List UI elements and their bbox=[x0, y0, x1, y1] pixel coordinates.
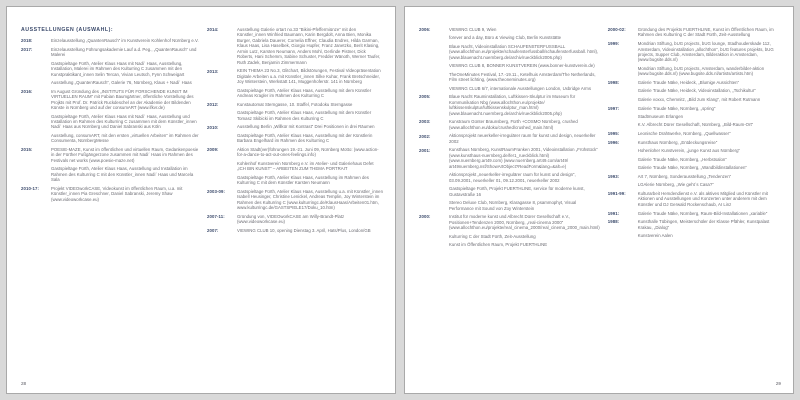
entry-paragraph: Im August Gründung des „INSTITUTS FÜR FORSCHENDE KUNST IM VIRTUELLEN RAUM“ mit Fabian Baumgärtner, öffentliche Vorstellung des Projkts mit Prof. Dr. Patrick Ruckdeschel an der Akademie der Bildenden Künste in Nürnberg und auf der consumART (www.ifkvr.de) bbox=[51, 88, 194, 111]
entry-year: 2005: bbox=[419, 94, 431, 100]
entry-year: 2002: bbox=[419, 133, 431, 139]
entry-body bbox=[237, 228, 383, 233]
entry-year: 2000: bbox=[419, 214, 431, 220]
entry-paragraph: Gastspieltage Fürth, Atelier Klaus Haas mit Nadi´ Haas, Ausstellung und Installation im Rahmen des Kulturring C zusammen mit dem Künstler_innen Nadi´ Haas aus Nürnberg und Daniel Sabranski aus Köln bbox=[51, 113, 197, 130]
entry-year: 2016: bbox=[21, 88, 33, 94]
entry-paragraph: Leonische Drahtwerke, Nürnberg, „Quellwasser“ bbox=[637, 131, 731, 137]
cv-entry bbox=[207, 228, 383, 234]
entry-body bbox=[449, 147, 600, 211]
entry-body bbox=[449, 27, 600, 91]
entry-body bbox=[51, 186, 199, 202]
cv-entry bbox=[21, 38, 199, 44]
entry-paragraph: Galerie Traude Näke, Nürnberg, „Herbstsalon“ bbox=[637, 156, 727, 162]
entry-paragraph: Gastspieltage Fürth, Atelier Klaus Haas, Ausstellung im Rahmen des Kulturring C mit dem Künstler Karsten Neumann bbox=[236, 174, 369, 186]
entry-paragraph: Gastspieltage Fürth, Atelier Klaus Haas mit Nadi´ Haas, Ausstellung, Installation, Malerei im Rahmen des Kulturring C zusammen mit den Kunstpraktikant_innen Selin Tercan, Vivian Leutsch, Fynn Schweigart bbox=[51, 60, 185, 77]
entry-paragraph: VIEWING CLUB 8, BONNER KUNSTVEREIN (www.bonner-kunstverein.de) bbox=[449, 63, 595, 69]
entry-body bbox=[237, 214, 383, 225]
entry-body bbox=[638, 131, 781, 136]
page-number-right: 29 bbox=[775, 381, 781, 386]
entry-body bbox=[638, 41, 781, 77]
entry-body bbox=[449, 119, 600, 130]
cv-entry bbox=[207, 27, 383, 65]
section-title-ausstellungen: AUSSTELLUNGEN (AUSWAHL): bbox=[21, 27, 114, 33]
entry-year: 2000-02: bbox=[607, 27, 626, 33]
entry-paragraph: forever and a day, Büro & Viewing Club, Berlin Kunststätte bbox=[449, 35, 562, 41]
entry-paragraph: VIEWING CLUB 9, Wien bbox=[449, 27, 497, 32]
entry-year: 1999: bbox=[607, 41, 620, 47]
entry-body bbox=[51, 89, 199, 144]
entry-year: 1991-99: bbox=[607, 191, 626, 197]
entry-paragraph: VIEWING CLUB 10, opening Dienstag 3. April, Hats/Plus, London/GB bbox=[236, 227, 371, 233]
entry-year: 2014: bbox=[206, 27, 219, 33]
left-page bbox=[6, 6, 396, 394]
entry-list bbox=[21, 38, 199, 202]
entry-body bbox=[638, 174, 781, 188]
entry-paragraph: Kunsthaus Nürnberg, KunstRaumFranken 2001, Videoinstallation „Frühstück“ (www.kunsthaus-nuernberg.de/fer1_rueckblick.html) (www.nuernberg.art49.com) (www.nuernberg.art49.com/art49/ art49nuernberg.nsf/ShowArtObject?ReadForm&lang=&alt=e) bbox=[449, 147, 598, 169]
entry-paragraph: VIEWING CLUB 6/7, internationale Ausstellungen London, Uxbridge Arms bbox=[449, 85, 592, 91]
entry-paragraph: KEIN THEMA 23 No.3, Glitchart, Bildstörungen, Festival Videopräsentation Digitale Arbeiten u.a. mit Künstler_innen Silke Kuhar, Frank Bretschneider, Joy Winterstein, Werkstatt 141, Muggenhoferstr. 141 in Nürnberg bbox=[236, 68, 381, 85]
entry-paragraph: Kunstverein Aalen bbox=[637, 233, 673, 239]
entry-paragraph: Einzelausstellung Führungsakademie Lauf a.d. Peg., „QuantenRausch“ und Malerei bbox=[51, 46, 197, 58]
entry-year: 2007-11: bbox=[206, 214, 225, 219]
right-page-column-2 bbox=[608, 27, 783, 371]
right-page bbox=[404, 6, 794, 394]
cv-entry bbox=[419, 119, 600, 130]
cv-entry bbox=[608, 191, 781, 207]
entry-paragraph: Ausstellung Berlin „Willkür mit Kontrast“ Drei Positionen in drei Räumen bbox=[236, 124, 375, 130]
cv-entry bbox=[21, 186, 199, 202]
cv-entry bbox=[608, 131, 781, 137]
cv-entry bbox=[419, 214, 600, 247]
entry-year: 2009: bbox=[206, 147, 219, 153]
entry-paragraph: Hohenloher Kunstverein, „junge Kunst aus Nürnberg“ bbox=[637, 148, 740, 154]
entry-paragraph: Mondrian Stiftung, bUG projects, Amsterdam, wanderbilder-aktion (www.bugsite.dds.nl) (www.bugsite.dds.nl/artists/artists.htm) bbox=[637, 65, 765, 77]
entry-year: 1993: bbox=[607, 174, 620, 180]
entry-year: 2010: bbox=[206, 124, 219, 130]
entry-paragraph: Stereo Deluxe Club, Nürnberg, Klaragasse 8, psammophyt, Visual Performance mit Sound von Zoy Winterstein bbox=[449, 200, 577, 211]
entry-paragraph: Gastspieltage Fürth, Projekt FUERTHLINE, service für moderne kunst, Gustavstraße 16 bbox=[449, 186, 585, 197]
entry-paragraph: Gastspieltage Fürth, Atelier Klaus Haas, Ausstellung u.a. mit Künstler_innen Isabell Heusinger, Christine Lenickel, Andreas Templin, Joy Winterstein im Rahmen des Kulturring C (www.kulturringc.de/KlausHaas/Arbeiten01.htm, www.kulturringc.de/GASTSPIELE17/Doku_10.htm) bbox=[236, 188, 384, 211]
cv-entry bbox=[419, 94, 600, 116]
left-page-column-2 bbox=[207, 27, 385, 371]
entry-list bbox=[419, 27, 600, 247]
entry-paragraph: Ausstellung Galerie ortart no.33 “Bikini-Pfeffermiünze“ mit den Künstler_innen Winfried Baumann, Karin Bergdolt, Anna Bien, Monika Burger, Gabriela Dauerer, Cornelia Effner, Claudia Endres, Hilda Garman, Klaus Haas, Lisa Haselbek, Giorgio Hupfer, Franz Janetzko, Berit Klasing, Armin Lutz, Karsten Neumann, Anders Mohl, Gerlinde Pistner, Dick Roberts, Hani Schemm, Sabine Schuster, Fredder Wänoth, Werner Taufer, Ruth Zadek, Benjamin Zimmermann bbox=[236, 27, 381, 65]
entry-paragraph: Stadtmuseum Erlangen bbox=[637, 114, 684, 119]
entry-paragraph: Gastspieltage Fürth, Atelier Klaus Haas, Ausstellung mit der Künstlerin Barbara Engelhard im Rahmen des Kulturring C bbox=[236, 132, 373, 144]
entry-list bbox=[207, 27, 383, 234]
cv-entry bbox=[207, 147, 383, 186]
entry-paragraph: Projekt VIDEOworkCASE, Videokunst im öffentlichen Raum, u.a. mit Künstler_innen Pia Greschner, Daniel Sabranski, Jeremy Shaw (www.videoworkcase.eu) bbox=[51, 185, 183, 202]
entry-paragraph: Einzelausstellung „QuantenRausch“ im Kunstverein Kohlenhof Nürnberg e.V. bbox=[51, 38, 199, 43]
left-page-column-1 bbox=[21, 27, 199, 371]
entry-paragraph: Galerie voxxx, Chemnitz, „Bild zum Klang“, mit Robert Rutmann bbox=[637, 96, 761, 102]
entry-body bbox=[638, 27, 781, 38]
entry-paragraph: Gastspieltage Fürth, Atelier Klaus Haas, Ausstellung und Installation im Rahmen des Kulturring C mit den Künstler_innen Nadi´ Haas und Marcela Sala bbox=[51, 166, 194, 183]
right-page-content bbox=[419, 27, 783, 371]
cv-entry bbox=[207, 124, 383, 143]
entry-list bbox=[608, 27, 781, 239]
entry-year: 2003-09: bbox=[206, 189, 225, 194]
entry-body bbox=[638, 191, 781, 207]
entry-paragraph: Institut für moderne kunst und Albrecht Dürer Gesellschaft e.V., Positionen+Tendenzen 2000, Nürnberg, „real-cinema 2000“ (www.allochthon.eu/projekte/real_cinema_2000/real_cinema_2000_main.html) bbox=[449, 214, 600, 231]
right-page-column-1 bbox=[419, 27, 600, 371]
entry-paragraph: LGAlerie Nürnberg, „Wie geht´s Casa?“ bbox=[637, 182, 714, 188]
entry-paragraph: Mondrian Stiftung, bUG projects, bUG lounge, Stadhouderskade 112, Amsterdam, Videoinstallation „allochthon“, bUG features projekts, bUG projects, Supper Club, Amsterdam, Bilderaktion in Amsterdam, (www.bugsite.dds.nl) bbox=[637, 41, 774, 63]
entry-year: 2013: bbox=[206, 68, 219, 74]
entry-paragraph: Aktion Stadt(ver)führungen 19.-21. Juni 09, Nürnberg Motto: (www.action-for-a-dance-to-act-out-ones-feelings.info) bbox=[236, 146, 379, 158]
entry-year: 2017: bbox=[21, 46, 33, 52]
entry-body bbox=[237, 147, 383, 186]
entry-year: 2015: bbox=[21, 147, 33, 153]
entry-year: 1997: bbox=[607, 105, 620, 111]
entry-body bbox=[638, 80, 781, 102]
entry-body bbox=[638, 106, 781, 128]
cv-entry bbox=[21, 89, 199, 144]
entry-year: 1988: bbox=[607, 219, 620, 225]
entry-paragraph: Kulturring C der Stadt Fürth, Zeit-Ausstellung bbox=[449, 233, 536, 239]
entry-paragraph: K.V. Albrecht Dürer Gesellschaft, Nürnberg, „Bild-Raum-Ort“ bbox=[637, 122, 754, 128]
entry-body bbox=[237, 124, 383, 143]
entry-paragraph: Kunstraum Günter Braunsberg, Fürth +COSMO Nürnberg, crushed (www.allochthon.eu/doku/crushed/crushed_main.html) bbox=[449, 119, 578, 130]
entry-paragraph: Galerie Traude Näke, Nürnberg, „Wandbildinstallationen“ bbox=[637, 165, 747, 171]
entry-year: 2007: bbox=[206, 228, 219, 234]
left-page-content bbox=[21, 27, 385, 371]
entry-paragraph: Ausstellung, consumART, mit den ersten „virtuellen Arbeiten“ im Rahmen der Consumenta, NürnbergMesse bbox=[51, 132, 199, 144]
entry-body bbox=[638, 140, 781, 171]
entry-paragraph: Art 7, Nürnberg, Sonderausstellung „Tendenzen“ bbox=[637, 173, 732, 179]
entry-year: 2012: bbox=[206, 102, 219, 107]
entry-paragraph: Galerie Traude Näke, Nürnberg, Raum-Bild-Installationen „xariable“ bbox=[637, 210, 768, 216]
cv-entry bbox=[21, 147, 199, 183]
entry-body bbox=[638, 211, 781, 216]
entry-body bbox=[51, 47, 199, 86]
entry-paragraph: Gründung von, VIDEOworkCASE am Willy-Brandt-Platz (www.videoworkcase.eu) bbox=[236, 213, 345, 225]
cv-entry bbox=[608, 27, 781, 38]
entry-year: 2003: bbox=[419, 119, 431, 125]
cv-entry bbox=[419, 27, 600, 91]
entry-year: 1991: bbox=[607, 210, 620, 216]
entry-paragraph: Kunst im Öffentlichen Raum, Projekt FUERTHLINE bbox=[449, 241, 548, 247]
page-number-left: 28 bbox=[21, 381, 27, 386]
entry-body bbox=[237, 102, 383, 121]
entry-body bbox=[51, 38, 199, 43]
entry-paragraph: Kohlenhof Kunstverein Nürnberg e.V. im Atelier- und Galeriehaus Defet „ICH BIN KUNST“ – ARBEITEN ZUM THEMA PORTRAIT bbox=[236, 160, 374, 172]
entry-year: 1996: bbox=[607, 140, 620, 146]
cv-entry bbox=[608, 106, 781, 128]
cv-entry bbox=[419, 147, 600, 211]
entry-paragraph: Blaue Nacht Rauminstallation, Luftkissen-Skulptur im Museum für Kommunikation Nbg (www.allochthon.eu/projekte/ luftkissenskulptur/luftkissenskulptur_man.html) (www.blauenacht.nuernberg.de/archiv/rueckblick2005.php) bbox=[449, 94, 576, 116]
entry-paragraph: Blaue Nacht, Videoinstallation SCHAUFENSTERFUSSBALL (www.allochthon.eu/projekte/schaufensterfussball/schaufensterfussball. html), (www.blauenacht.nuernberg.de/archiv/rueckblick2006.php) bbox=[449, 43, 599, 60]
entry-paragraph: Aktionsprojekt „neuerkeller-irregulärer raum für kunst und design“, 03.09.2001, neuerkeller 01, 09.12.2001, neuerkeller 2002 bbox=[449, 172, 576, 183]
entry-paragraph: POESIE-MAZE, Kunst im öffentlichen und virtuellen Raum, Gedankenpoesie in der Fürther Fußgängerzone zusammen mit Nadi´ Haas im Rahmen des Festivals net works (www.poesie-maze.net) bbox=[51, 146, 199, 163]
entry-paragraph: Kunsthaus Nürnberg, „Entdeckungsreise“ bbox=[637, 139, 718, 145]
entry-paragraph: Galerie Traude Näke, Heideck, Videoinstallation, „Tschikultur“ bbox=[637, 88, 756, 94]
cv-entry bbox=[207, 102, 383, 121]
entry-year: 2010-17: bbox=[21, 186, 40, 192]
entry-year: 2006: bbox=[419, 27, 431, 33]
entry-year: 2001: bbox=[419, 147, 431, 153]
entry-body bbox=[237, 68, 383, 98]
entry-year: 1995: bbox=[607, 131, 620, 137]
entry-paragraph: Aktionsprojekt neuerkeller-irregulärer raum für kunst und design, neuerkeller 2002 bbox=[449, 133, 596, 144]
cv-entry bbox=[608, 41, 781, 77]
entry-paragraph: Galerie Traude Näke, Heideck, „Blumige Aussichten“ bbox=[637, 80, 740, 85]
entry-paragraph: Kunstautomat Sterngasse, 10. Staffel, Fotodoku Sterngasse bbox=[236, 101, 353, 107]
entry-year: 1998: bbox=[607, 80, 620, 86]
cv-entry bbox=[608, 211, 781, 217]
entry-paragraph: Galerie Traude Näke, Nürnberg, „spring“ bbox=[637, 105, 716, 111]
entry-paragraph: Gründung des Projekts FUERTHLINE, Kunst im Öffentlichen Raum, im Rahmen des Kulturring C der Stadt Fürth, Zeit-Ausstellung bbox=[637, 27, 774, 38]
cv-entry bbox=[608, 80, 781, 102]
entry-paragraph: Kunsthalle Tübingen, Meisterschüler der Klasse Pfähler, Kunstpalast Krakau, „Dialog“ bbox=[637, 219, 770, 230]
entry-paragraph: Ausstellung „QuantenRausch“, Galerie 76, Nürnberg, Klaus + Nadi´ Haas bbox=[51, 80, 192, 86]
cv-entry bbox=[419, 133, 600, 144]
entry-body bbox=[638, 219, 781, 238]
cv-entry bbox=[207, 68, 383, 98]
entry-paragraph: Kulturarbeit Hemdendienst e.V. als aktives Mitglied und Künstler mit Aktionen und Ausstellungen und Konzerten unter anderem mit dem Künstler und DJ Gerwald Rockenschaub, AI Linz bbox=[637, 190, 768, 207]
entry-body bbox=[237, 189, 383, 211]
entry-paragraph: Gastspieltage Fürth, Atelier Klaus Haas, Ausstellung mit dem Künstler Andreas Kragler im Rahmen des Kulturring C bbox=[236, 87, 372, 99]
entry-body bbox=[449, 133, 600, 144]
cv-entry bbox=[207, 214, 383, 225]
entry-paragraph: TheOneMinutes Festival, 17.-19.11., Ketelhuis Amsterdam/The Netherlands, Film street lichting, (www.theoneminutes.org) bbox=[449, 71, 596, 83]
entry-paragraph: Gastspieltage Fürth, Atelier Klaus Haas, Ausstellung mit dem Künstler Tomasz Skibicki im Rahmen des Kulturring C bbox=[236, 110, 372, 121]
entry-body bbox=[51, 147, 199, 183]
entry-year: 2018: bbox=[21, 38, 33, 44]
entry-body bbox=[449, 214, 600, 247]
cv-entry bbox=[21, 47, 199, 86]
cv-entry bbox=[608, 219, 781, 238]
cv-entry bbox=[207, 189, 383, 211]
cv-entry bbox=[608, 140, 781, 171]
cv-entry bbox=[608, 174, 781, 188]
entry-body bbox=[237, 27, 383, 65]
entry-body bbox=[449, 94, 600, 116]
